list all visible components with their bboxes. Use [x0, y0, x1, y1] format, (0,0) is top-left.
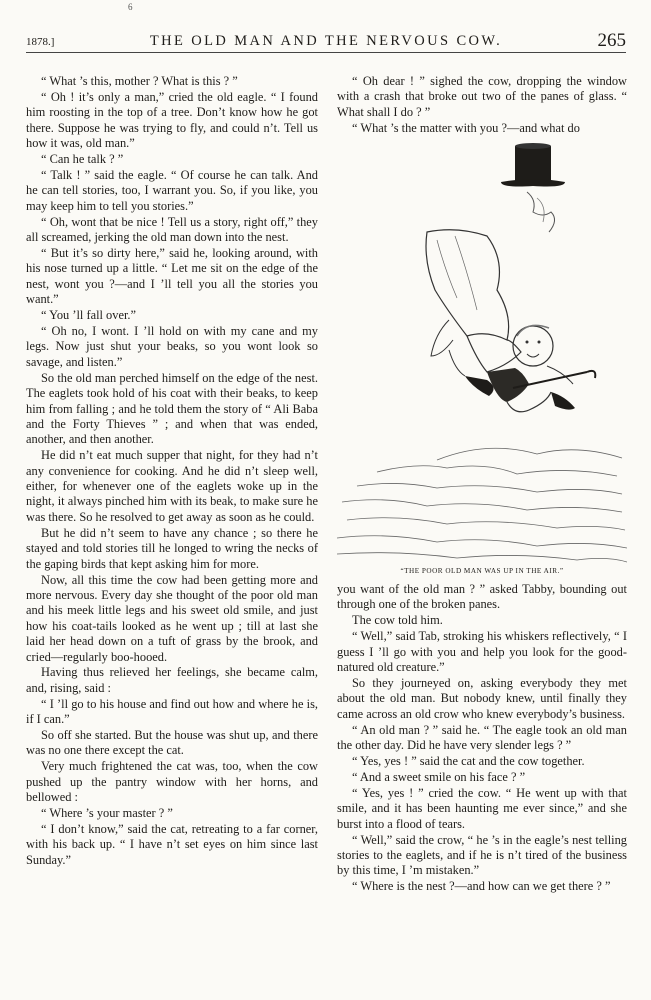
paragraph: you want of the old man ? ” asked Tabby, bounding out through one of the broken panes. — [337, 582, 627, 612]
paragraph: “ Oh no, I wont. I ’ll hold on with my cane and my legs. Now just shut your beaks, so you wont look so savage, and listen.” — [26, 324, 318, 369]
paragraph: But he did n’t seem to have any chance ; so there he stayed and told stories till he longed to wring the necks of the gaping birds that kept asking him for more. — [26, 525, 318, 571]
paragraph: “ Where is the nest ?—and how can we get there ? ” — [352, 879, 611, 894]
running-title: THE OLD MAN AND THE NERVOUS COW. — [149, 33, 503, 49]
paragraph: The cow told him. — [352, 613, 443, 628]
left-column — [26, 74, 318, 869]
paragraph: He did n’t eat much supper that night, for they had n’t any convenience for cooking. And he did n’t sleep well, either, for whenever one of the eaglets woke up in the night, it always pinched him with its beak, to make sure he was there. So he resolved to get away as soon as he could. — [26, 448, 318, 524]
paragraph: So they journeyed on, asking everybody they met about the old man. But nobody knew, until finally they came across an old crow who knew everybody’s business. — [337, 675, 627, 721]
paragraph: “ Can he talk ? ” — [41, 152, 124, 167]
top-hat-icon — [501, 143, 565, 232]
paragraph: Having thus relieved her feelings, she became calm, and, rising, said : — [26, 665, 318, 695]
paragraph: “ But it’s so dirty here,” said he, looking around, with his nose turned up a little. “ Let me sit on the edge of the nest, wont you ?—and I ’ll tell you all the stories you want.” — [26, 245, 318, 307]
right-column-bottom — [337, 582, 627, 895]
paragraph: “ Where ’s your master ? ” — [41, 806, 173, 821]
paragraph: So off she started. But the house was shut up, and there was no one there except the cat. — [26, 728, 318, 758]
paragraph: “ Yes, yes ! ” said the cat and the cow together. — [352, 753, 585, 768]
paragraph: “ Oh dear ! ” sighed the cow, dropping the window with a crash that broke out two of the panes of glass. “ What shall I do ? ” — [337, 74, 627, 119]
paragraph: “ I ’ll go to his house and find out how and where he is, if I can.” — [26, 696, 318, 727]
paragraph: “ You ’ll fall over.” — [41, 308, 136, 323]
paragraph: “ What ’s this, mother ? What is this ? ” — [41, 74, 238, 88]
right-column-top — [337, 74, 627, 137]
paragraph: “ Oh ! it’s only a man,” cried the old eagle. “ I found him roosting in the top of a tree. Don’t know how he got there. Suppose he was trying to fly, and could n’t. Tell us how it was, old man.” — [26, 89, 318, 151]
old-man-figure — [426, 230, 575, 412]
paragraph: “ I don’t know,” said the cat, retreating to a far corner, with his back up. “ I have n’t set eyes on him since last Sunday.” — [26, 822, 318, 867]
illustration-old-man-falling — [337, 140, 627, 580]
paragraph: “ Oh, wont that be nice ! Tell us a story, right off,” they all screamed, jerking the old man down into the nest. — [26, 214, 318, 245]
illustration-caption: “THE POOR OLD MAN WAS UP IN THE AIR.” — [400, 567, 564, 575]
landscape-hills — [337, 448, 627, 562]
paragraph: Very much frightened the cat was, too, when the cow pushed up the pantry window with her horns, and bellowed : — [26, 759, 318, 805]
page-number: 265 — [597, 30, 626, 51]
paragraph: Now, all this time the cow had been getting more and more nervous. Every day she thought of the poor old man and his meek little legs and his sweet old smile, and just how his coat-tails looked as he went up ; till at last she laid her head down on a tuft of grass by the brook, and cried—regularly boo-hooed. — [26, 572, 318, 664]
issue-year: 1878.] — [26, 36, 55, 48]
paragraph: “ Yes, yes ! ” cried the cow. “ He went up with that smile, and it has been haunting me ever since,” and she burst into a flood of tears. — [337, 785, 627, 831]
running-header — [26, 26, 626, 53]
paragraph: “ Well,” said Tab, stroking his whiskers reflectively, “ I guess I ’ll go with you and help you look for the good-natured old creature.” — [337, 629, 627, 675]
paragraph: So the old man perched himself on the edge of the nest. The eaglets took hold of his coat with their beaks, to keep him from falling ; and he told them the story of “ Ali Baba and the Forty Thieves ” ; and when that was ended, another, and then another. — [26, 370, 318, 447]
paragraph: “ Talk ! ” said the eagle. “ Of course he can talk. And he can tell stories, too, I warrant you. So, if you like, you may keep him to tell you stories.” — [26, 167, 318, 213]
paragraph: “ And a sweet smile on his face ? ” — [352, 769, 526, 784]
page-mark: 6 — [128, 2, 133, 12]
paragraph: “ What ’s the matter with you ?—and what do — [352, 120, 580, 135]
paragraph: “ An old man ? ” said he. “ The eagle took an old man the other day. Did he have very slender legs ? ” — [337, 722, 627, 753]
paragraph: “ Well,” said the crow, “ he ’s in the eagle’s nest telling stories to the eaglets, and if he is n’t tired of the business by this time, I ’m mistaken.” — [337, 832, 627, 878]
